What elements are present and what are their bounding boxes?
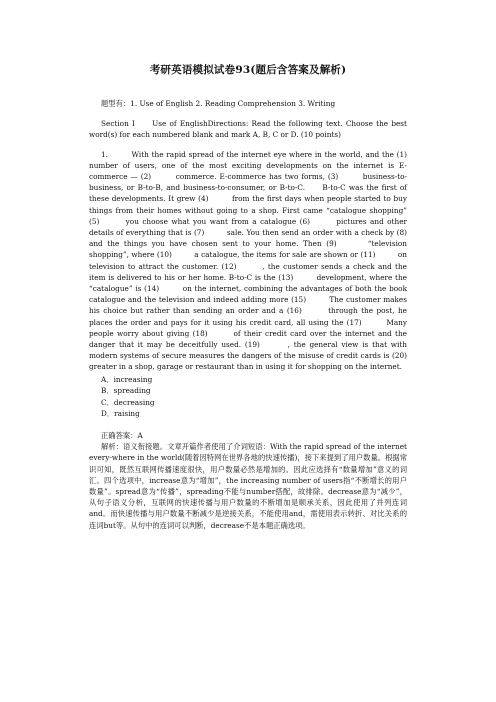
option-a: A．increasing (101, 374, 153, 384)
answer-options (89, 374, 407, 420)
answer-analysis: 解析：语义衔接题。文章开篇作者使用了介词短语：With the rapid spread of the internet every-where in the world(随着因特网在世界各地的快速传播)，接下来提到了用户数量。根据常识可知，既然互联网传播速度很快，用户数量必然是增加的。因此应选择有“数量增加”意义的词汇。四个选项中，increase意为“增加”，the increasing number of users指“不断增长的用户数量”。spread意为“传播”，spreading不能与number搭配，故排除。decrease意为“减少”，从句子语义分析，互联网的快速传播与用户数量的不断增加是顺承关系，因此使用了并列连词and。而快速传播与用户数量不断减少是逆接关系，不能使用and，需使用表示转折、对比关系的连词but等。从句中的连词可以判断，decrease不是本题正确选项。 (89, 442, 407, 530)
document-body (89, 98, 429, 531)
option-b: B．spreading (101, 386, 151, 396)
document-title: 考研英语模拟试卷93(题后含答案及解析) (149, 64, 347, 76)
option-c: C．decreasing (101, 397, 155, 407)
question-types: 题型有：1. Use of English 2. Reading Comprehension 3. Writing (101, 99, 336, 108)
section-directions: Section I Use of EnglishDirections: Read the following text. Choose the best word(s) for each numbered blank and mark A, B, C or D. (10 points) (89, 119, 407, 140)
option-d: D．raising (101, 409, 140, 419)
correct-answer: 正确答案：A (101, 431, 143, 441)
cloze-passage: 1. With the rapid spread of the internet eye where in the world, and the (1) number of users, one of the most exciting developments on the internet is E-commerce — (2) commerce. E-commerce has two forms, (3) business-to-business, or B-to-B, and business-to-consumer, or B-to-C. B-to-C was the first of these developments. It grew (4) from the first days when people started to buy things from their homes without going to a shop. First came “catalogue shopping” (5) you choose what you want from a catalogue (6) pictures and other details of everything that is (7) sale. You then send an order with a check by (8) and the things you have chosen sent to your home. Then (9) “television shopping”, where (10) a catalogue, the items for sale are shown or (11) on television to attract the customer. (12) , the customer sends a check and the item is delivered to his or her home. B-to-C is the (13) development, where the “catalogue” is (14) on the internet, combining the advantages of both the book catalogue and the television and indeed adding more (15) The customer makes his choice but rather than sending an order and a (16) through the post, he places the order and pays for it using his credit card, all using the (17) Many people worry about giving (18) of their credit card over the internet and the danger that it may be deceitfully used. (19) , the general view is that with modern systems of secure measures the dangers of the misuse of credit cards is (20) greater in a shop, garage or restaurant than in using it for shopping on the internet. (89, 149, 429, 372)
